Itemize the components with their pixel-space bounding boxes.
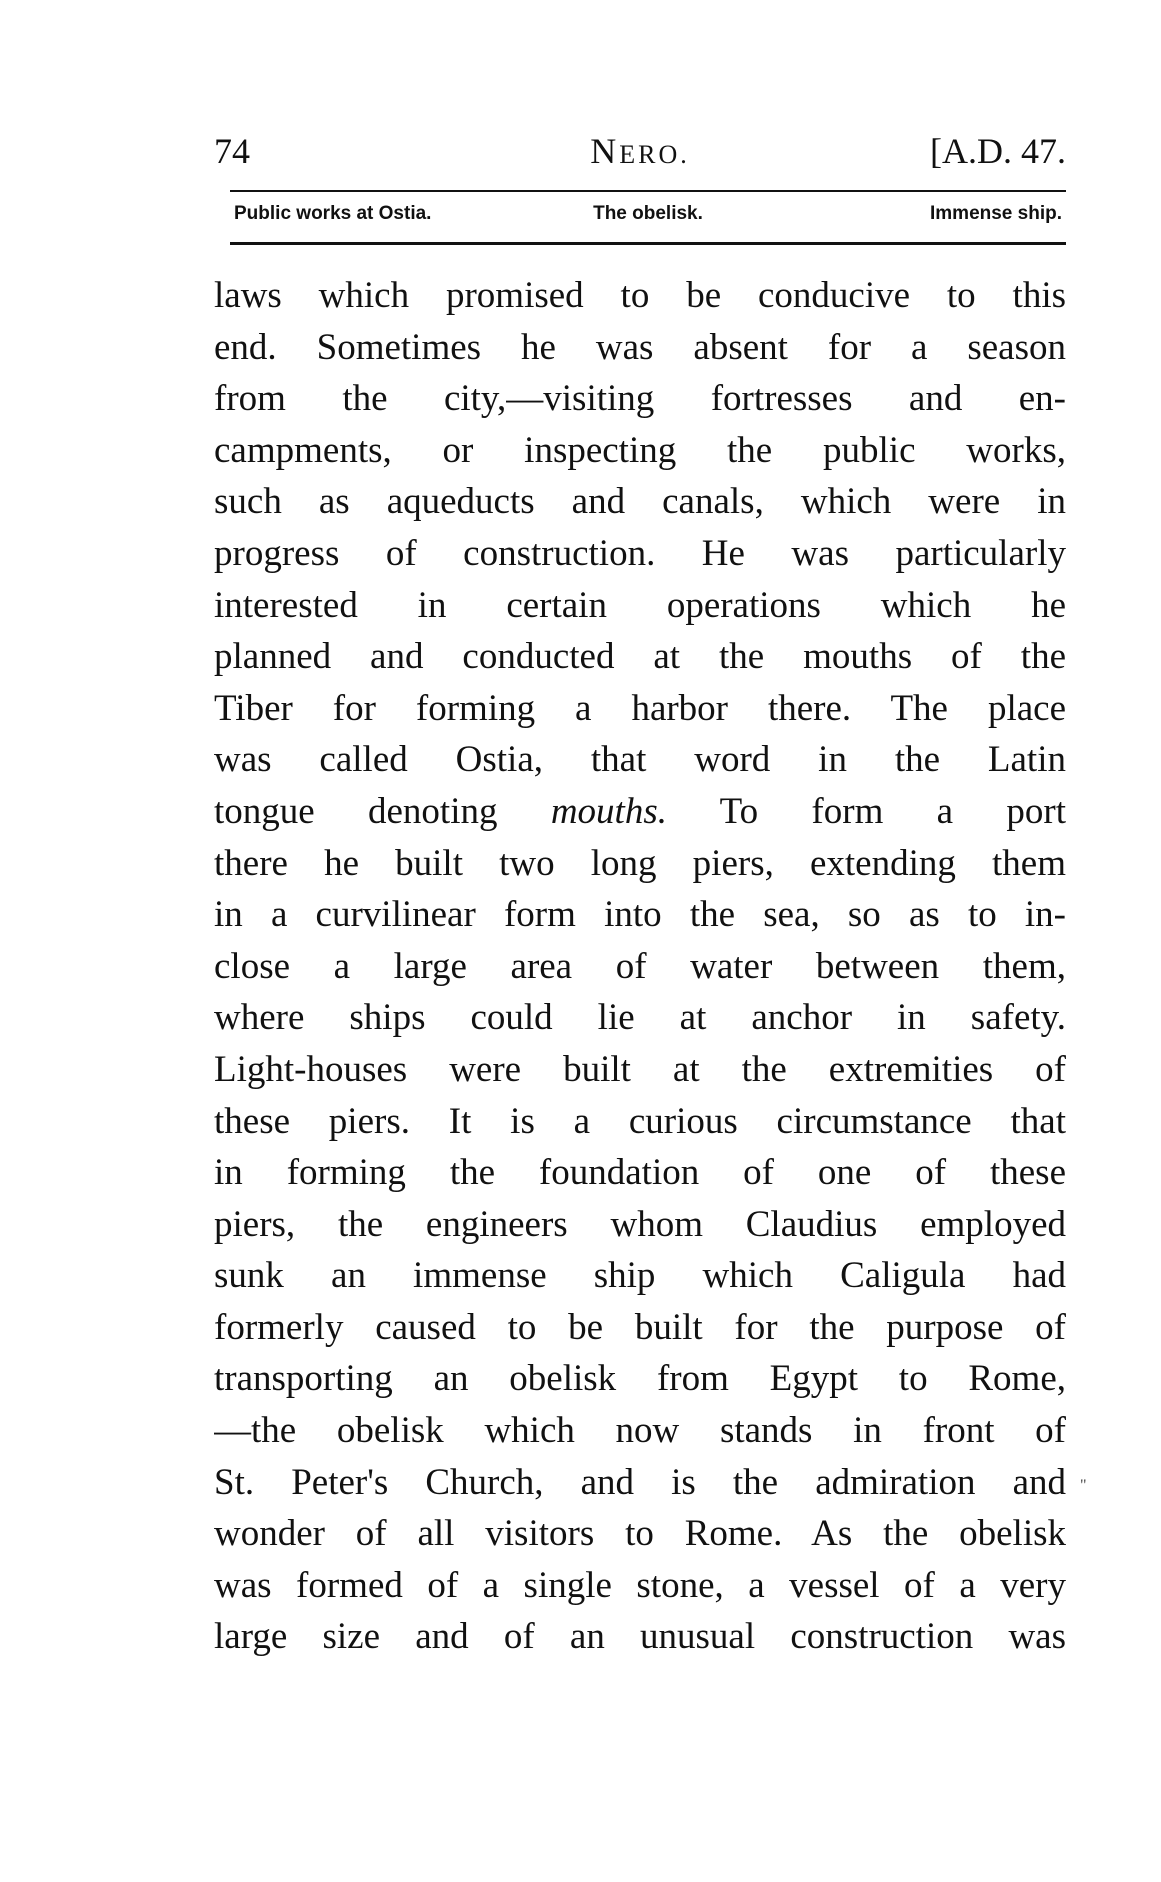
text-line: was formed of a single stone, a vessel of a very [214,1564,1066,1606]
text-line: campments, or inspecting the public works, [214,429,1066,471]
text-line: piers, the engineers whom Claudius employed [214,1203,1066,1245]
text-line: such as aqueducts and canals, which were in [214,481,1066,523]
text-line: formerly caused to be built for the purpose of [214,1306,1066,1348]
side-notes [230,198,1066,230]
text-line: sunk an immense ship which Caligula had [214,1255,1066,1297]
text-line: large size and of an unusual construction was [214,1616,1066,1658]
text-line: progress of construction. He was particularly [214,532,1066,574]
text-line: St. Peter's Church, and is the admiration and [214,1461,1066,1503]
side-note-right: Immense ship. [930,203,1062,224]
text-segment: To form a port [719,790,1066,832]
text-line: wonder of all visitors to Rome. As the obelisk [214,1513,1066,1555]
text-line: where ships could lie at anchor in safety. [214,997,1066,1039]
page-header [214,128,1066,174]
body-text [214,270,1066,1663]
header-rule-bottom [230,242,1066,245]
side-note-center: The obelisk. [593,203,703,224]
text-line: end. Sometimes he was absent for a season [214,326,1066,368]
running-title-initial: N [590,131,620,171]
text-line: from the city,—visiting fortresses and en- [214,378,1066,420]
running-title-rest: ERO. [619,140,690,169]
text-line: close a large area of water between them, [214,945,1066,987]
text-line: Tiber for forming a harbor there. The place [214,687,1066,729]
text-line: transporting an obelisk from Egypt to Rome, [214,1358,1066,1400]
page-number: 74 [214,131,250,171]
text-line-with-italic [214,786,1066,838]
text-line: laws which promised to be conducive to this [214,275,1066,316]
text-line: was called Ostia, that word in the Latin [214,739,1066,781]
text-line: these piers. It is a curious circumstance that [214,1100,1066,1142]
text-line: interested in certain operations which he [214,584,1066,626]
text-line: there he built two long piers, extending them [214,842,1066,884]
text-line: in a curvilinear form into the sea, so as to in- [214,894,1066,936]
italic-word: mouths. [550,790,667,832]
text-segment: tongue denoting [214,790,498,832]
side-note-left: Public works at Ostia. [234,203,432,224]
date-reference: [A.D. 47. [930,131,1066,171]
text-line: —the obelisk which now stands in front of [214,1410,1066,1452]
text-line: Light-houses were built at the extremities of [214,1048,1066,1090]
text-line: planned and conducted at the mouths of the [214,636,1066,678]
header-rule-top [230,190,1066,192]
text-line: in forming the foundation of one of these [214,1152,1066,1194]
margin-mark: " [1080,1477,1087,1494]
